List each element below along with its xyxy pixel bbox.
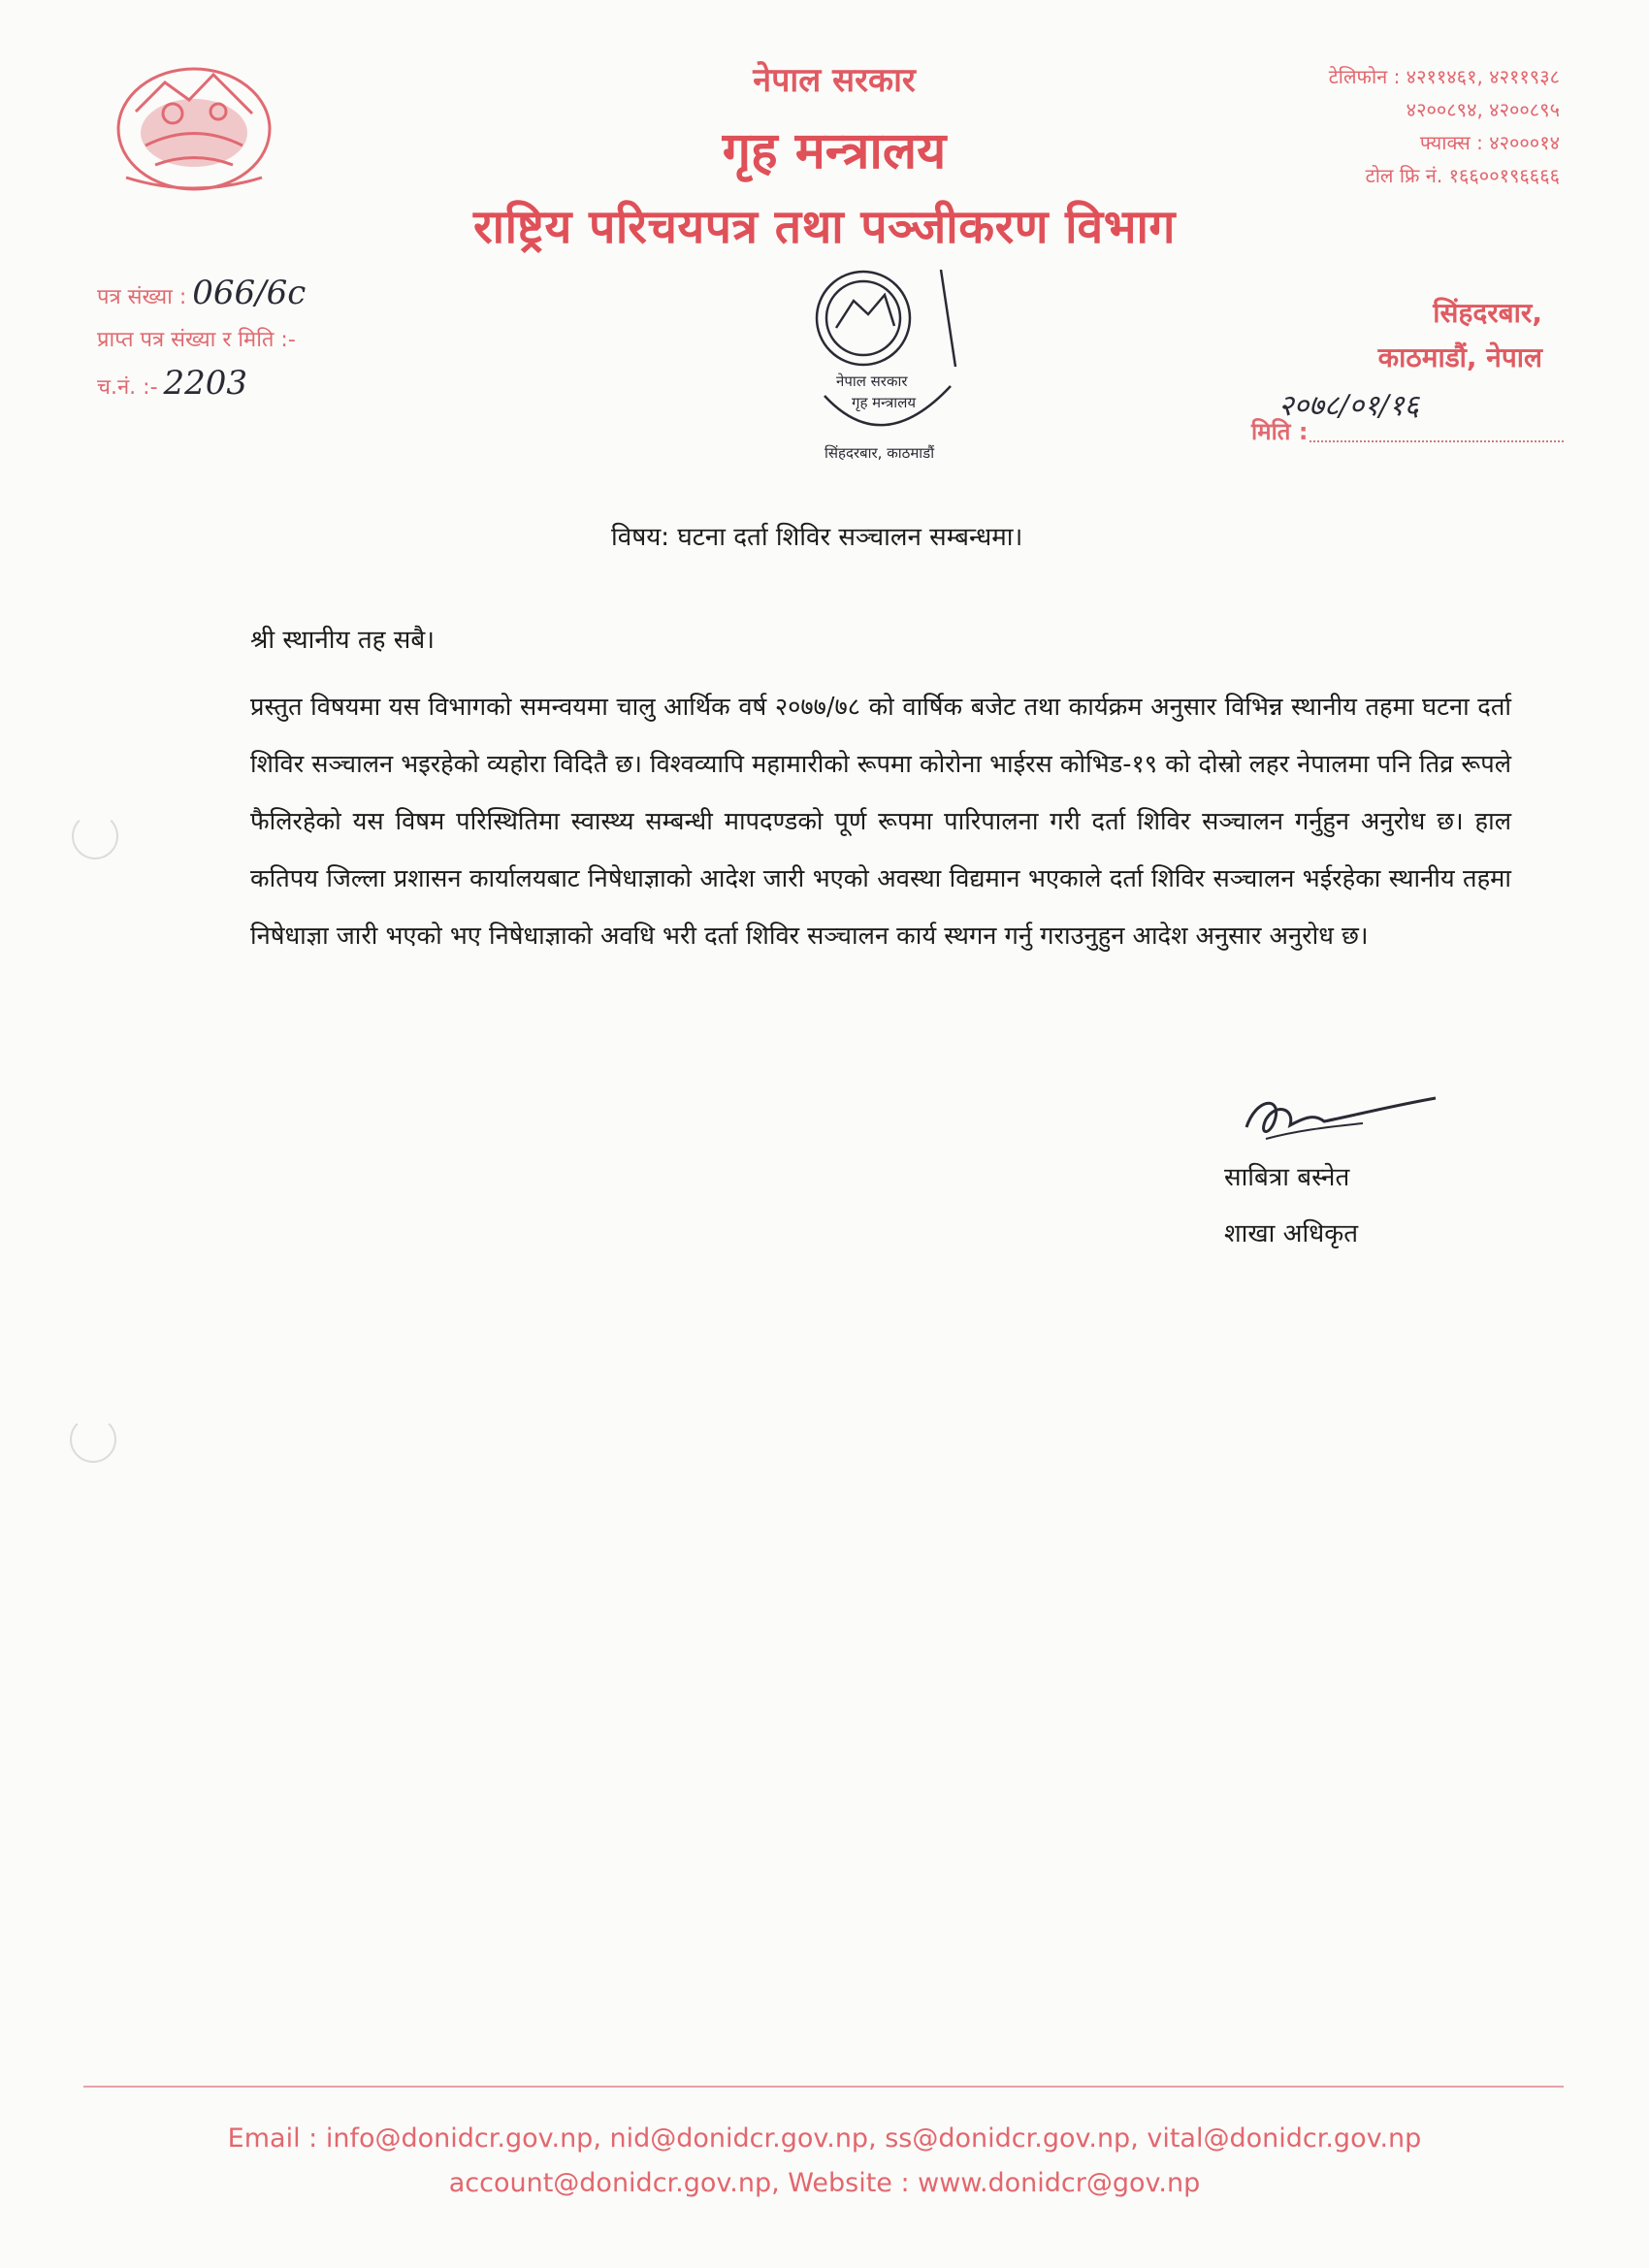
signatory-title: शाखा अधिकृत (1224, 1219, 1359, 1248)
footer-email-line: Email : info@donidcr.gov.np, nid@donidcr.gov.np, ss@donidcr.gov.np, vital@donidcr.gov.np (227, 2123, 1422, 2154)
dispatch-value: 2203 (163, 364, 248, 403)
salutation: श्री स्थानीय तह सबै। (250, 626, 436, 655)
contact-block (1191, 60, 1560, 192)
received-label: प्राप्त पत्र संख्या र मिति :- (97, 328, 296, 352)
government-name: नेपाल सरकार (753, 61, 916, 100)
dispatch-label: च.नं. :- (97, 375, 158, 400)
punch-hole-icon (70, 1416, 116, 1463)
office-seal-icon (766, 250, 999, 473)
fax: फ्याक्स : ४२०००१४ (1419, 131, 1560, 154)
date-value: २०७८/०१/१६ (1278, 389, 1420, 423)
footer-contact (0, 2117, 1649, 2206)
telephone-more: ४२००८९४, ४२००८९५ (1406, 98, 1560, 121)
date-label: मिति : (1251, 418, 1309, 445)
department-name: राष्ट्रिय परिचयपत्र तथा पञ्जीकरण विभाग (473, 200, 1176, 254)
toll-free: टोल फ्रि नं. १६६००१९६६६६ (1365, 164, 1560, 187)
nepal-emblem-icon (97, 53, 291, 199)
date-dotted-line (1310, 440, 1564, 442)
footer-website-line: account@donidcr.gov.np, Website : www.donidcr@gov.np (448, 2168, 1201, 2198)
signatory-name: साबित्रा बस्नेत (1224, 1163, 1350, 1192)
subject-line: विषय: घटना दर्ता शिविर सञ्चालन सम्बन्धमा। (611, 523, 1023, 552)
letter-no-value: 066/6c (192, 274, 307, 312)
footer-divider (83, 2086, 1564, 2088)
telephone: टेलिफोन : ४२११४६१, ४२११९३८ (1328, 65, 1560, 88)
reference-block (97, 272, 306, 409)
punch-hole-icon (72, 813, 118, 859)
office-address (1251, 291, 1542, 380)
ministry-name: गृह मन्त्रालय (722, 122, 947, 180)
seal-line-3: सिंहदरबार, काठमाडौं (824, 444, 935, 462)
seal-line-1: नेपाल सरकार (836, 373, 908, 390)
seal-line-2: गृह मन्त्रालय (852, 394, 917, 411)
handwritten-signature-icon (1237, 1088, 1440, 1147)
address-line-2: काठमाडौं, नेपाल (1377, 341, 1542, 373)
address-line-1: सिंहदरबार, (1433, 297, 1542, 329)
letter-body: प्रस्तुत विषयमा यस विभागको समन्वयमा चालु आर्थिक वर्ष २०७७/७८ को वार्षिक बजेट तथा कार्यक्रम अनुसार विभिन्न स्थानीय तहमा घटना दर्ता शिविर सञ्चालन भइरहेको व्यहोरा विदितै छ। विश्वव्यापि महामारीको रूपमा कोरोना भाईरस कोभिड-१९ को दोस्रो लहर नेपालमा पनि तिव्र रूपले फैलिरहेको यस विषम परिस्थितिमा स्वास्थ्य सम्बन्धी मापदण्डको पूर्ण रूपमा पारिपालना गरी दर्ता शिविर सञ्चालन गर्नुहुन अनुरोध छ। हाल कतिपय जिल्ला प्रशासन कार्यालयबाट निषेधाज्ञाको आदेश जारी भएको अवस्था विद्यमान भएकाले दर्ता शिविर सञ्चालन भईरहेका स्थानीय तहमा निषेधाज्ञा जारी भएको भए निषेधाज्ञाको अवधि भरी दर्ता शिविर सञ्चालन कार्य स्थगन गर्नु गराउनुहुन आदेश अनुसार अनुरोध छ। (250, 693, 1511, 951)
letter-no-label: पत्र संख्या : (97, 285, 187, 309)
